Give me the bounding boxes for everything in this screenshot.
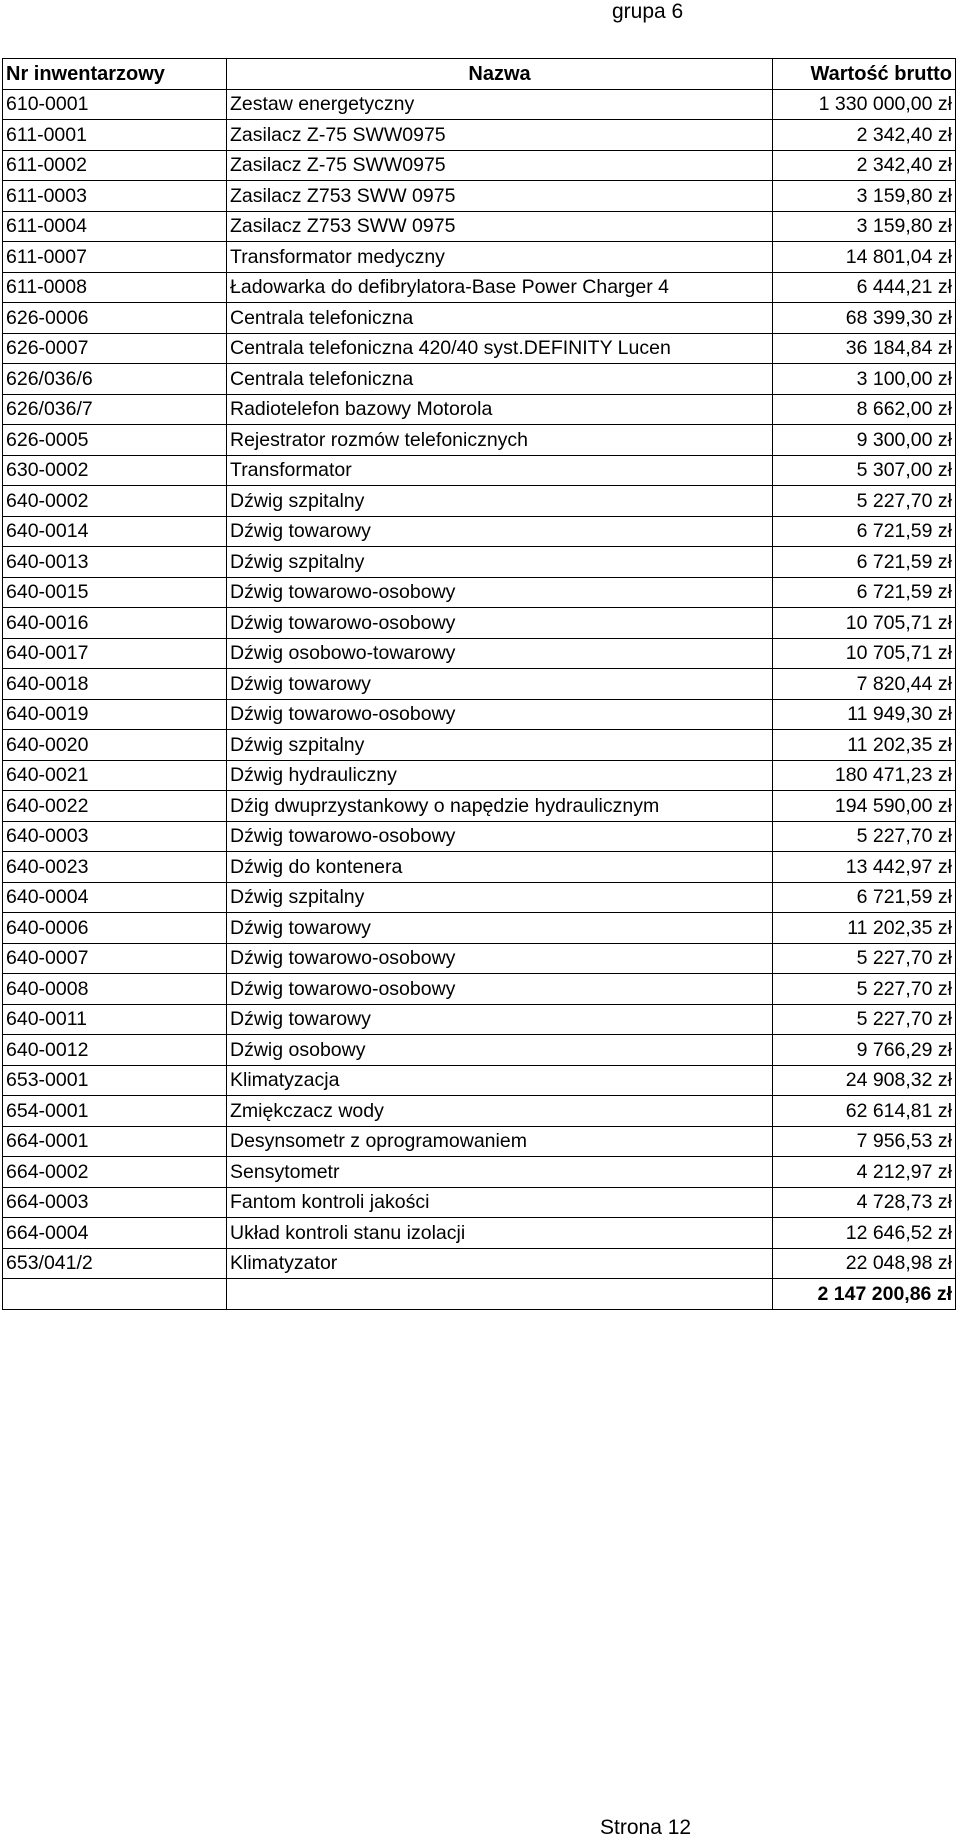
- inventory-number-cell: 640-0022: [3, 791, 227, 822]
- inventory-number-cell: 611-0007: [3, 242, 227, 273]
- table-row: [3, 1126, 956, 1157]
- name-cell: Dźwig towarowo-osobowy: [227, 943, 773, 974]
- table-row: [3, 181, 956, 212]
- table-row: [3, 1218, 956, 1249]
- gross-value-cell: 5 227,70 zł: [773, 486, 956, 517]
- name-cell: Dźwig towarowy: [227, 913, 773, 944]
- table-row: [3, 364, 956, 395]
- table-row: [3, 547, 956, 578]
- name-cell: Radiotelefon bazowy Motorola: [227, 394, 773, 425]
- table-row: [3, 1096, 956, 1127]
- gross-value-cell: 9 300,00 zł: [773, 425, 956, 456]
- table-row: [3, 272, 956, 303]
- header-gross-value: Wartość brutto: [773, 59, 956, 90]
- name-cell: Dźwig szpitalny: [227, 882, 773, 913]
- inventory-number-cell: 611-0001: [3, 120, 227, 151]
- inventory-number-cell: 640-0017: [3, 638, 227, 669]
- gross-value-cell: 6 721,59 zł: [773, 577, 956, 608]
- gross-value-cell: 8 662,00 zł: [773, 394, 956, 425]
- inventory-number-cell: 640-0008: [3, 974, 227, 1005]
- table-row: [3, 760, 956, 791]
- name-cell: Rejestrator rozmów telefonicznych: [227, 425, 773, 456]
- table-row: [3, 638, 956, 669]
- name-cell: Dźwig osobowo-towarowy: [227, 638, 773, 669]
- gross-value-cell: 10 705,71 zł: [773, 638, 956, 669]
- name-cell: Klimatyzator: [227, 1248, 773, 1279]
- name-cell: Dźwig towarowo-osobowy: [227, 974, 773, 1005]
- name-cell: Dźwig szpitalny: [227, 486, 773, 517]
- inventory-number-cell: 640-0014: [3, 516, 227, 547]
- inventory-number-cell: 630-0002: [3, 455, 227, 486]
- gross-value-cell: 12 646,52 zł: [773, 1218, 956, 1249]
- table-row: [3, 943, 956, 974]
- name-cell: Centrala telefoniczna: [227, 364, 773, 395]
- total-row: [3, 1279, 956, 1310]
- group-title: grupa 6: [612, 0, 684, 23]
- inventory-number-cell: 626-0007: [3, 333, 227, 364]
- name-cell: Dźwig szpitalny: [227, 730, 773, 761]
- gross-value-cell: 7 956,53 zł: [773, 1126, 956, 1157]
- inventory-number-cell: 664-0002: [3, 1157, 227, 1188]
- inventory-number-cell: 640-0006: [3, 913, 227, 944]
- header-inventory-number: Nr inwentarzowy: [3, 59, 227, 90]
- inventory-number-cell: 640-0023: [3, 852, 227, 883]
- total-value: 2 147 200,86 zł: [773, 1279, 956, 1310]
- table-row: [3, 425, 956, 456]
- inventory-number-cell: 640-0003: [3, 821, 227, 852]
- gross-value-cell: 5 227,70 zł: [773, 821, 956, 852]
- inventory-number-cell: 653/041/2: [3, 1248, 227, 1279]
- gross-value-cell: 10 705,71 zł: [773, 608, 956, 639]
- gross-value-cell: 24 908,32 zł: [773, 1065, 956, 1096]
- table-row: [3, 699, 956, 730]
- gross-value-cell: 13 442,97 zł: [773, 852, 956, 883]
- gross-value-cell: 36 184,84 zł: [773, 333, 956, 364]
- name-cell: Transformator: [227, 455, 773, 486]
- inventory-number-cell: 626-0005: [3, 425, 227, 456]
- inventory-number-cell: 626/036/7: [3, 394, 227, 425]
- table-row: [3, 1035, 956, 1066]
- inventory-number-cell: 654-0001: [3, 1096, 227, 1127]
- name-cell: Dźwig hydrauliczny: [227, 760, 773, 791]
- table-row: [3, 1187, 956, 1218]
- table-row: [3, 1065, 956, 1096]
- name-cell: Zasilacz Z-75 SWW0975: [227, 120, 773, 151]
- inventory-number-cell: 653-0001: [3, 1065, 227, 1096]
- total-empty-cell: [3, 1279, 227, 1310]
- table-row: [3, 852, 956, 883]
- name-cell: Dźwig towarowy: [227, 1004, 773, 1035]
- name-cell: Centrala telefoniczna 420/40 syst.DEFINITY Lucen: [227, 333, 773, 364]
- name-cell: Zasilacz Z753 SWW 0975: [227, 181, 773, 212]
- gross-value-cell: 4 212,97 zł: [773, 1157, 956, 1188]
- name-cell: Dźwig osobowy: [227, 1035, 773, 1066]
- gross-value-cell: 5 227,70 zł: [773, 1004, 956, 1035]
- inventory-number-cell: 640-0018: [3, 669, 227, 700]
- name-cell: Transformator medyczny: [227, 242, 773, 273]
- name-cell: Sensytometr: [227, 1157, 773, 1188]
- gross-value-cell: 6 444,21 zł: [773, 272, 956, 303]
- name-cell: Zasilacz Z753 SWW 0975: [227, 211, 773, 242]
- name-cell: Klimatyzacja: [227, 1065, 773, 1096]
- inventory-number-cell: 640-0020: [3, 730, 227, 761]
- table-row: [3, 577, 956, 608]
- inventory-number-cell: 611-0004: [3, 211, 227, 242]
- name-cell: Dźwig towarowy: [227, 669, 773, 700]
- name-cell: Dźwig towarowo-osobowy: [227, 699, 773, 730]
- table-row: [3, 1004, 956, 1035]
- name-cell: Zestaw energetyczny: [227, 89, 773, 120]
- gross-value-cell: 6 721,59 zł: [773, 547, 956, 578]
- inventory-number-cell: 611-0003: [3, 181, 227, 212]
- inventory-number-cell: 626-0006: [3, 303, 227, 334]
- gross-value-cell: 5 307,00 zł: [773, 455, 956, 486]
- gross-value-cell: 14 801,04 zł: [773, 242, 956, 273]
- gross-value-cell: 6 721,59 zł: [773, 516, 956, 547]
- table-row: [3, 791, 956, 822]
- gross-value-cell: 194 590,00 zł: [773, 791, 956, 822]
- gross-value-cell: 11 202,35 zł: [773, 913, 956, 944]
- table-row: [3, 211, 956, 242]
- table-row: [3, 242, 956, 273]
- gross-value-cell: 3 100,00 zł: [773, 364, 956, 395]
- inventory-number-cell: 640-0002: [3, 486, 227, 517]
- table-row: [3, 516, 956, 547]
- name-cell: Dźwig do kontenera: [227, 852, 773, 883]
- gross-value-cell: 5 227,70 zł: [773, 943, 956, 974]
- name-cell: Dźwig towarowy: [227, 516, 773, 547]
- table-row: [3, 608, 956, 639]
- gross-value-cell: 3 159,80 zł: [773, 181, 956, 212]
- table-row: [3, 89, 956, 120]
- gross-value-cell: 7 820,44 zł: [773, 669, 956, 700]
- gross-value-cell: 9 766,29 zł: [773, 1035, 956, 1066]
- gross-value-cell: 5 227,70 zł: [773, 974, 956, 1005]
- name-cell: Dźwig towarowo-osobowy: [227, 821, 773, 852]
- table-row: [3, 913, 956, 944]
- gross-value-cell: 180 471,23 zł: [773, 760, 956, 791]
- table-row: [3, 730, 956, 761]
- name-cell: Układ kontroli stanu izolacji: [227, 1218, 773, 1249]
- gross-value-cell: 1 330 000,00 zł: [773, 89, 956, 120]
- gross-value-cell: 2 342,40 zł: [773, 150, 956, 181]
- name-cell: Zmiękczacz wody: [227, 1096, 773, 1127]
- table-row: [3, 455, 956, 486]
- name-cell: Zasilacz Z-75 SWW0975: [227, 150, 773, 181]
- inventory-number-cell: 610-0001: [3, 89, 227, 120]
- inventory-number-cell: 640-0019: [3, 699, 227, 730]
- table-row: [3, 150, 956, 181]
- inventory-table: [2, 58, 956, 1310]
- name-cell: Dźwig towarowo-osobowy: [227, 608, 773, 639]
- inventory-number-cell: 640-0021: [3, 760, 227, 791]
- name-cell: Desynsometr z oprogramowaniem: [227, 1126, 773, 1157]
- table-row: [3, 974, 956, 1005]
- inventory-number-cell: 664-0004: [3, 1218, 227, 1249]
- inventory-number-cell: 640-0015: [3, 577, 227, 608]
- gross-value-cell: 11 202,35 zł: [773, 730, 956, 761]
- inventory-number-cell: 640-0004: [3, 882, 227, 913]
- inventory-number-cell: 626/036/6: [3, 364, 227, 395]
- page-number: Strona 12: [600, 1816, 692, 1839]
- name-cell: Fantom kontroli jakości: [227, 1187, 773, 1218]
- gross-value-cell: 11 949,30 zł: [773, 699, 956, 730]
- name-cell: Dźig dwuprzystankowy o napędzie hydraulicznym: [227, 791, 773, 822]
- table-row: [3, 1248, 956, 1279]
- name-cell: Centrala telefoniczna: [227, 303, 773, 334]
- inventory-number-cell: 611-0002: [3, 150, 227, 181]
- inventory-number-cell: 640-0013: [3, 547, 227, 578]
- table-header-row: [3, 59, 956, 90]
- gross-value-cell: 68 399,30 zł: [773, 303, 956, 334]
- table-row: [3, 303, 956, 334]
- gross-value-cell: 2 342,40 zł: [773, 120, 956, 151]
- header-name: Nazwa: [227, 59, 773, 90]
- gross-value-cell: 22 048,98 zł: [773, 1248, 956, 1279]
- table-row: [3, 486, 956, 517]
- total-empty-cell: [227, 1279, 773, 1310]
- inventory-number-cell: 640-0016: [3, 608, 227, 639]
- inventory-number-cell: 611-0008: [3, 272, 227, 303]
- gross-value-cell: 6 721,59 zł: [773, 882, 956, 913]
- inventory-number-cell: 664-0003: [3, 1187, 227, 1218]
- inventory-number-cell: 640-0011: [3, 1004, 227, 1035]
- inventory-number-cell: 640-0007: [3, 943, 227, 974]
- inventory-number-cell: 640-0012: [3, 1035, 227, 1066]
- gross-value-cell: 62 614,81 zł: [773, 1096, 956, 1127]
- table-row: [3, 1157, 956, 1188]
- gross-value-cell: 3 159,80 zł: [773, 211, 956, 242]
- table-row: [3, 669, 956, 700]
- table-row: [3, 120, 956, 151]
- table-row: [3, 394, 956, 425]
- table-row: [3, 882, 956, 913]
- gross-value-cell: 4 728,73 zł: [773, 1187, 956, 1218]
- table-row: [3, 821, 956, 852]
- name-cell: Ładowarka do defibrylatora-Base Power Charger 4: [227, 272, 773, 303]
- inventory-number-cell: 664-0001: [3, 1126, 227, 1157]
- name-cell: Dźwig towarowo-osobowy: [227, 577, 773, 608]
- name-cell: Dźwig szpitalny: [227, 547, 773, 578]
- table-row: [3, 333, 956, 364]
